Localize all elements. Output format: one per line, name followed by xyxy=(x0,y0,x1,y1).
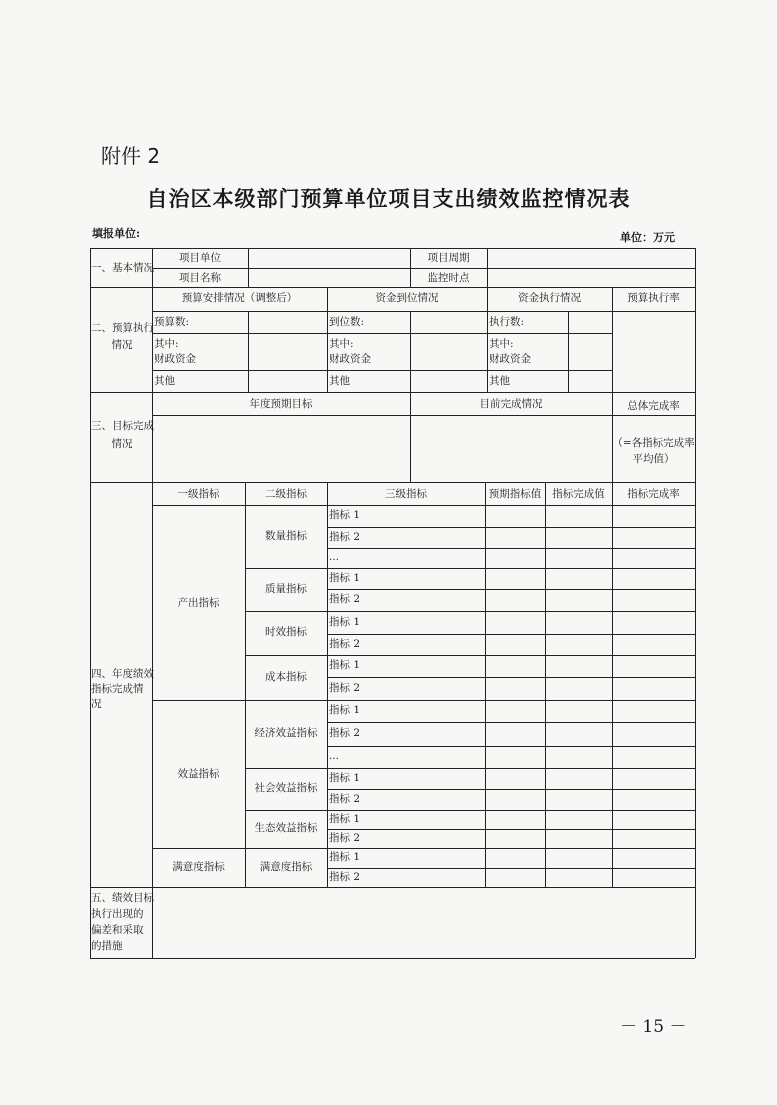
level3-item: 指标 2 xyxy=(329,792,361,805)
level3-item: 指标 1 xyxy=(329,659,361,671)
overall-rate-note-1: （=各指标完成率 xyxy=(612,437,695,449)
level3-item: 指标 2 xyxy=(329,637,361,650)
kpi-header-3: 预期指标值 xyxy=(488,488,542,500)
label-goal-completion-1: 三、目标完成 xyxy=(91,420,154,432)
table-rule xyxy=(327,611,695,612)
level3-item: ... xyxy=(329,750,340,762)
level3-item: ... xyxy=(329,551,340,563)
level2-item: 经济效益指标 xyxy=(254,727,318,739)
table-rule xyxy=(327,722,695,723)
label-deviation-measures-0: 五、绩效目标 xyxy=(91,892,154,904)
level3-item: 指标 2 xyxy=(329,727,361,739)
table-rule xyxy=(695,248,696,958)
table-rule xyxy=(327,677,695,678)
level3-item: 指标 2 xyxy=(329,831,361,844)
document-title: 自治区本级部门预算单位项目支出绩效监控情况表 xyxy=(146,186,631,211)
table-rule xyxy=(90,248,91,958)
header-current-status: 目前完成情况 xyxy=(479,398,543,410)
level2-item: 社会效益指标 xyxy=(254,782,318,794)
table-rule xyxy=(152,700,327,701)
table-rule xyxy=(327,700,695,701)
attachment-label: 附件 2 xyxy=(101,144,161,168)
table-rule xyxy=(327,789,695,790)
table-rule xyxy=(90,287,695,288)
table-rule xyxy=(152,415,695,416)
overall-rate-note-2: 平均值） xyxy=(632,453,675,465)
level2-item: 满意度指标 xyxy=(259,860,313,873)
table-rule xyxy=(90,887,695,888)
label-deviation-measures-2: 偏差和采取 xyxy=(91,924,144,936)
label-other: 其他 xyxy=(154,375,175,387)
table-rule xyxy=(152,848,327,849)
level2-item: 时效指标 xyxy=(265,626,307,638)
kpi-header-2: 三级指标 xyxy=(385,488,427,500)
level2-item: 质量指标 xyxy=(265,582,307,595)
label-annual-kpi-2: 指标完成情 xyxy=(91,683,144,695)
label-of-which: 其中: xyxy=(489,338,514,350)
level3-item: 指标 1 xyxy=(329,851,361,863)
table-rule xyxy=(327,505,695,506)
level1-satisfaction: 满意度指标 xyxy=(172,861,225,873)
page-number: － 15 － xyxy=(620,1017,687,1037)
label-annual-kpi-3: 况 xyxy=(91,698,102,710)
label-project-period: 项目周期 xyxy=(427,252,470,264)
level3-item: 指标 1 xyxy=(329,571,361,584)
header-funds-execution: 资金执行情况 xyxy=(518,292,581,304)
level2-item: 成本指标 xyxy=(265,670,307,683)
table-rule xyxy=(612,482,613,887)
table-rule xyxy=(327,634,695,635)
table-rule xyxy=(245,810,327,811)
label-other: 其他 xyxy=(489,375,510,387)
header-budget-exec-rate: 预算执行率 xyxy=(627,292,680,304)
label-deviation-measures-1: 执行出现的 xyxy=(91,908,144,920)
label-budget-amount: 预算数: xyxy=(154,316,190,328)
label-executed-amount: 执行数: xyxy=(489,316,525,328)
label-monitor-time: 监控时点 xyxy=(427,272,470,284)
table-rule xyxy=(152,370,612,371)
table-rule xyxy=(327,810,695,811)
label-budget-exec-2: 情况 xyxy=(111,339,133,351)
kpi-header-5: 指标完成率 xyxy=(627,488,680,500)
table-rule xyxy=(248,311,249,392)
header-funds-arrival: 资金到位情况 xyxy=(375,292,439,304)
table-rule xyxy=(327,768,695,769)
label-other: 其他 xyxy=(329,375,350,387)
table-rule xyxy=(327,527,695,528)
level3-item: 指标 2 xyxy=(329,870,361,883)
table-rule xyxy=(327,868,695,869)
table-rule xyxy=(327,548,695,549)
level1-benefit: 效益指标 xyxy=(177,768,220,780)
label-fiscal-funds: 财政资金 xyxy=(154,353,196,365)
kpi-header-0: 一级指标 xyxy=(177,488,220,500)
currency-unit-label: 单位：万元 xyxy=(620,231,675,244)
label-project-name: 项目名称 xyxy=(179,272,221,284)
label-goal-completion-2: 情况 xyxy=(111,438,133,450)
fill-unit-label: 填报单位: xyxy=(92,227,141,240)
table-rule xyxy=(327,589,695,590)
level1-output: 产出指标 xyxy=(177,597,220,609)
kpi-header-1: 二级指标 xyxy=(265,488,307,500)
label-project-unit: 项目单位 xyxy=(179,252,221,264)
label-of-which: 其中: xyxy=(154,338,179,350)
kpi-header-4: 指标完成值 xyxy=(552,488,605,500)
table-rule xyxy=(245,768,327,769)
table-rule xyxy=(327,848,695,849)
label-basic-info: 一、基本情况 xyxy=(91,262,154,274)
table-rule xyxy=(90,392,695,393)
level3-item: 指标 1 xyxy=(329,704,361,716)
header-budget-arrangement: 预算安排情况（调整后） xyxy=(181,292,298,304)
level3-item: 指标 2 xyxy=(329,530,361,543)
level3-item: 指标 1 xyxy=(329,615,361,628)
level2-item: 数量指标 xyxy=(265,529,307,542)
table-rule xyxy=(327,568,695,569)
table-rule xyxy=(545,482,546,887)
table-rule xyxy=(410,311,411,392)
label-arrived-amount: 到位数: xyxy=(329,316,365,328)
table-rule xyxy=(327,829,695,830)
table-rule xyxy=(327,655,695,656)
level3-item: 指标 2 xyxy=(329,593,361,605)
table-rule xyxy=(485,482,486,887)
table-rule xyxy=(568,311,569,392)
label-of-which: 其中: xyxy=(329,338,354,350)
table-rule xyxy=(90,958,695,959)
label-budget-exec-1: 二、预算执行 xyxy=(91,322,154,334)
table-rule xyxy=(152,333,612,334)
table-rule xyxy=(245,655,327,656)
table-rule xyxy=(152,268,695,269)
level3-item: 指标 1 xyxy=(329,509,361,521)
label-fiscal-funds: 财政资金 xyxy=(489,353,531,365)
table-rule xyxy=(152,311,695,312)
header-annual-goal: 年度预期目标 xyxy=(249,398,313,410)
label-fiscal-funds: 财政资金 xyxy=(329,353,371,365)
label-annual-kpi-1: 四、年度绩效 xyxy=(91,668,154,680)
table-rule xyxy=(327,746,695,747)
table-rule xyxy=(90,482,695,483)
table-rule xyxy=(245,568,327,569)
label-deviation-measures-3: 的措施 xyxy=(91,940,123,952)
table-rule xyxy=(90,248,695,249)
table-rule xyxy=(245,611,327,612)
level3-item: 指标 1 xyxy=(329,812,361,825)
level3-item: 指标 2 xyxy=(329,681,361,694)
table-rule xyxy=(152,505,327,506)
level2-item: 生态效益指标 xyxy=(254,822,318,834)
level3-item: 指标 1 xyxy=(329,771,361,784)
header-overall-rate: 总体完成率 xyxy=(627,400,680,412)
